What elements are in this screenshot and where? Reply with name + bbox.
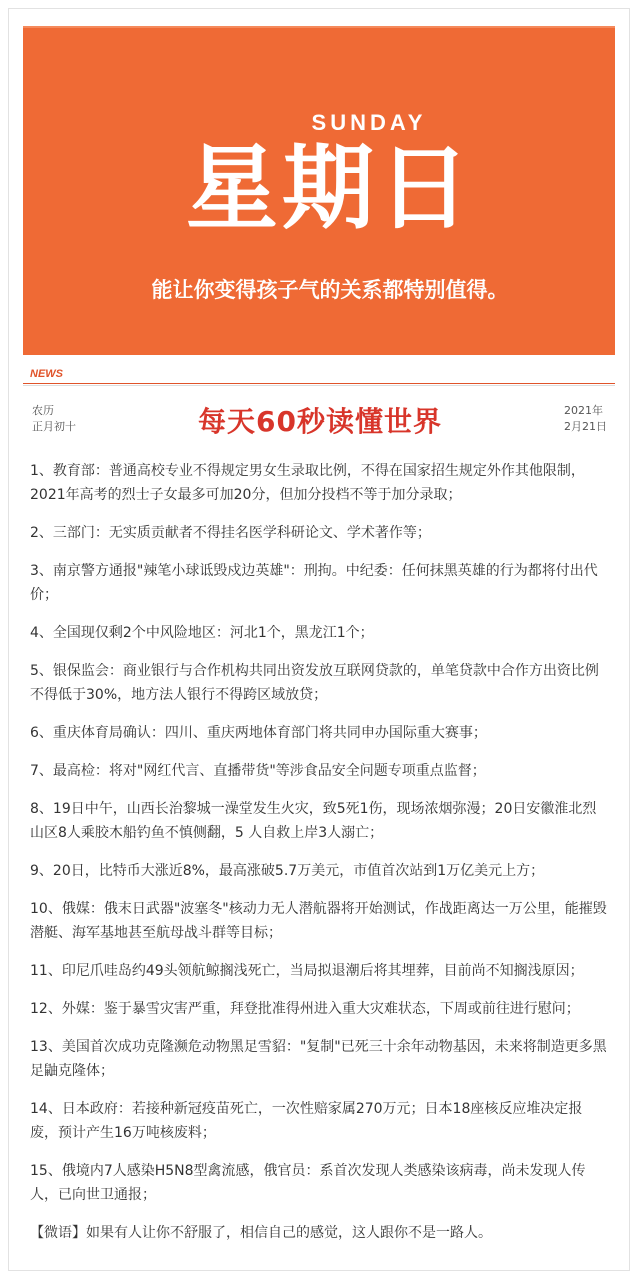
lunar-day: 正月初十 [32,420,76,433]
divider-gray [23,385,615,386]
news-tag: NEWS [30,368,63,380]
news-item: 4、全国现仅剩2个中风险地区：河北1个，黑龙江1个； [30,625,374,641]
news-item: 1、教育部：普通高校专业不得规定男女生录取比例，不得在国家招生规定外作其他限制，2021年高考的烈士子女最多可加20分，但加分投档不等于加分录取； [30,463,585,503]
news-item: 11、印尼爪哇岛约49头领航鲸搁浅死亡，当局拟退潮后将其埋葬，目前尚不知搁浅原因； [30,963,584,979]
news-item: 6、重庆体育局确认：四川、重庆两地体育部门将共同申办国际重大赛事； [30,725,487,741]
gregorian-date [564,403,607,435]
lunar-label: 农历 [32,404,54,417]
news-item: 12、外媒：鉴于暴雪灾害严重，拜登批准得州进入重大灾难状态，下周或前往进行慰问； [30,1001,580,1017]
banner-slogan: 能让你变得孩子气的关系都特别值得。 [151,278,509,302]
news-item: 5、银保监会：商业银行与合作机构共同出资发放互联网贷款的，单笔贷款中合作方出资比例不得低于30%，地方法人银行不得跨区域放贷； [30,663,599,703]
news-item: 15、俄境内7人感染H5N8型禽流感，俄官员：系首次发现人类感染该病毒，尚未发现人传人，已向世卫通报； [30,1163,586,1203]
divider-red [23,383,615,384]
news-item: 8、19日中午，山西长治黎城一澡堂发生火灾，致5死1伤，现场浓烟弥漫；20日安徽淮北烈山区8人乘胶木船钓鱼不慎侧翻，5 人自救上岸3人溺亡； [30,801,597,841]
day-chinese: 星期日 [185,135,474,242]
day-english: SUNDAY [311,110,427,135]
banner-top-line [23,26,615,28]
news-item: 3、南京警方通报"辣笔小球诋毁戍边英雄"：刑拘。中纪委：任何抹黑英雄的行为都将付出代价； [30,563,598,603]
closing-quote: 【微语】如果有人让你不舒服了，相信自己的感觉，这人跟你不是一路人。 [30,1225,492,1241]
news-item: 14、日本政府：若接种新冠疫苗死亡，一次性赔家属270万元；日本18座核反应堆决定报废，预计产生16万吨核废料； [30,1101,583,1141]
date-year: 2021年 [564,404,603,417]
news-item: 9、20日，比特币大涨近8%，最高涨破5.7万美元，市值首次站到1万亿美元上方； [30,863,545,879]
news-item: 13、美国首次成功克隆濒危动物黑足雪貂："复制"已死三十余年动物基因，未来将制造更多黑足鼬克隆体； [30,1039,607,1079]
news-item: 10、俄媒：俄末日武器"波塞冬"核动力无人潜航器将开始测试，作战距离达一万公里，能摧毁潜艇、海军基地甚至航母战斗群等目标； [30,901,607,941]
page-title: 每天60秒读懂世界 [198,405,442,438]
news-list [30,459,610,1259]
date-month-day: 2月21日 [564,420,607,433]
news-item: 7、最高检：将对"网红代言、直播带货"等涉食品安全问题专项重点监督； [30,763,486,779]
day-banner [23,26,615,355]
news-item: 2、三部门：无实质贡献者不得挂名医学科研论文、学术著作等； [30,525,431,541]
